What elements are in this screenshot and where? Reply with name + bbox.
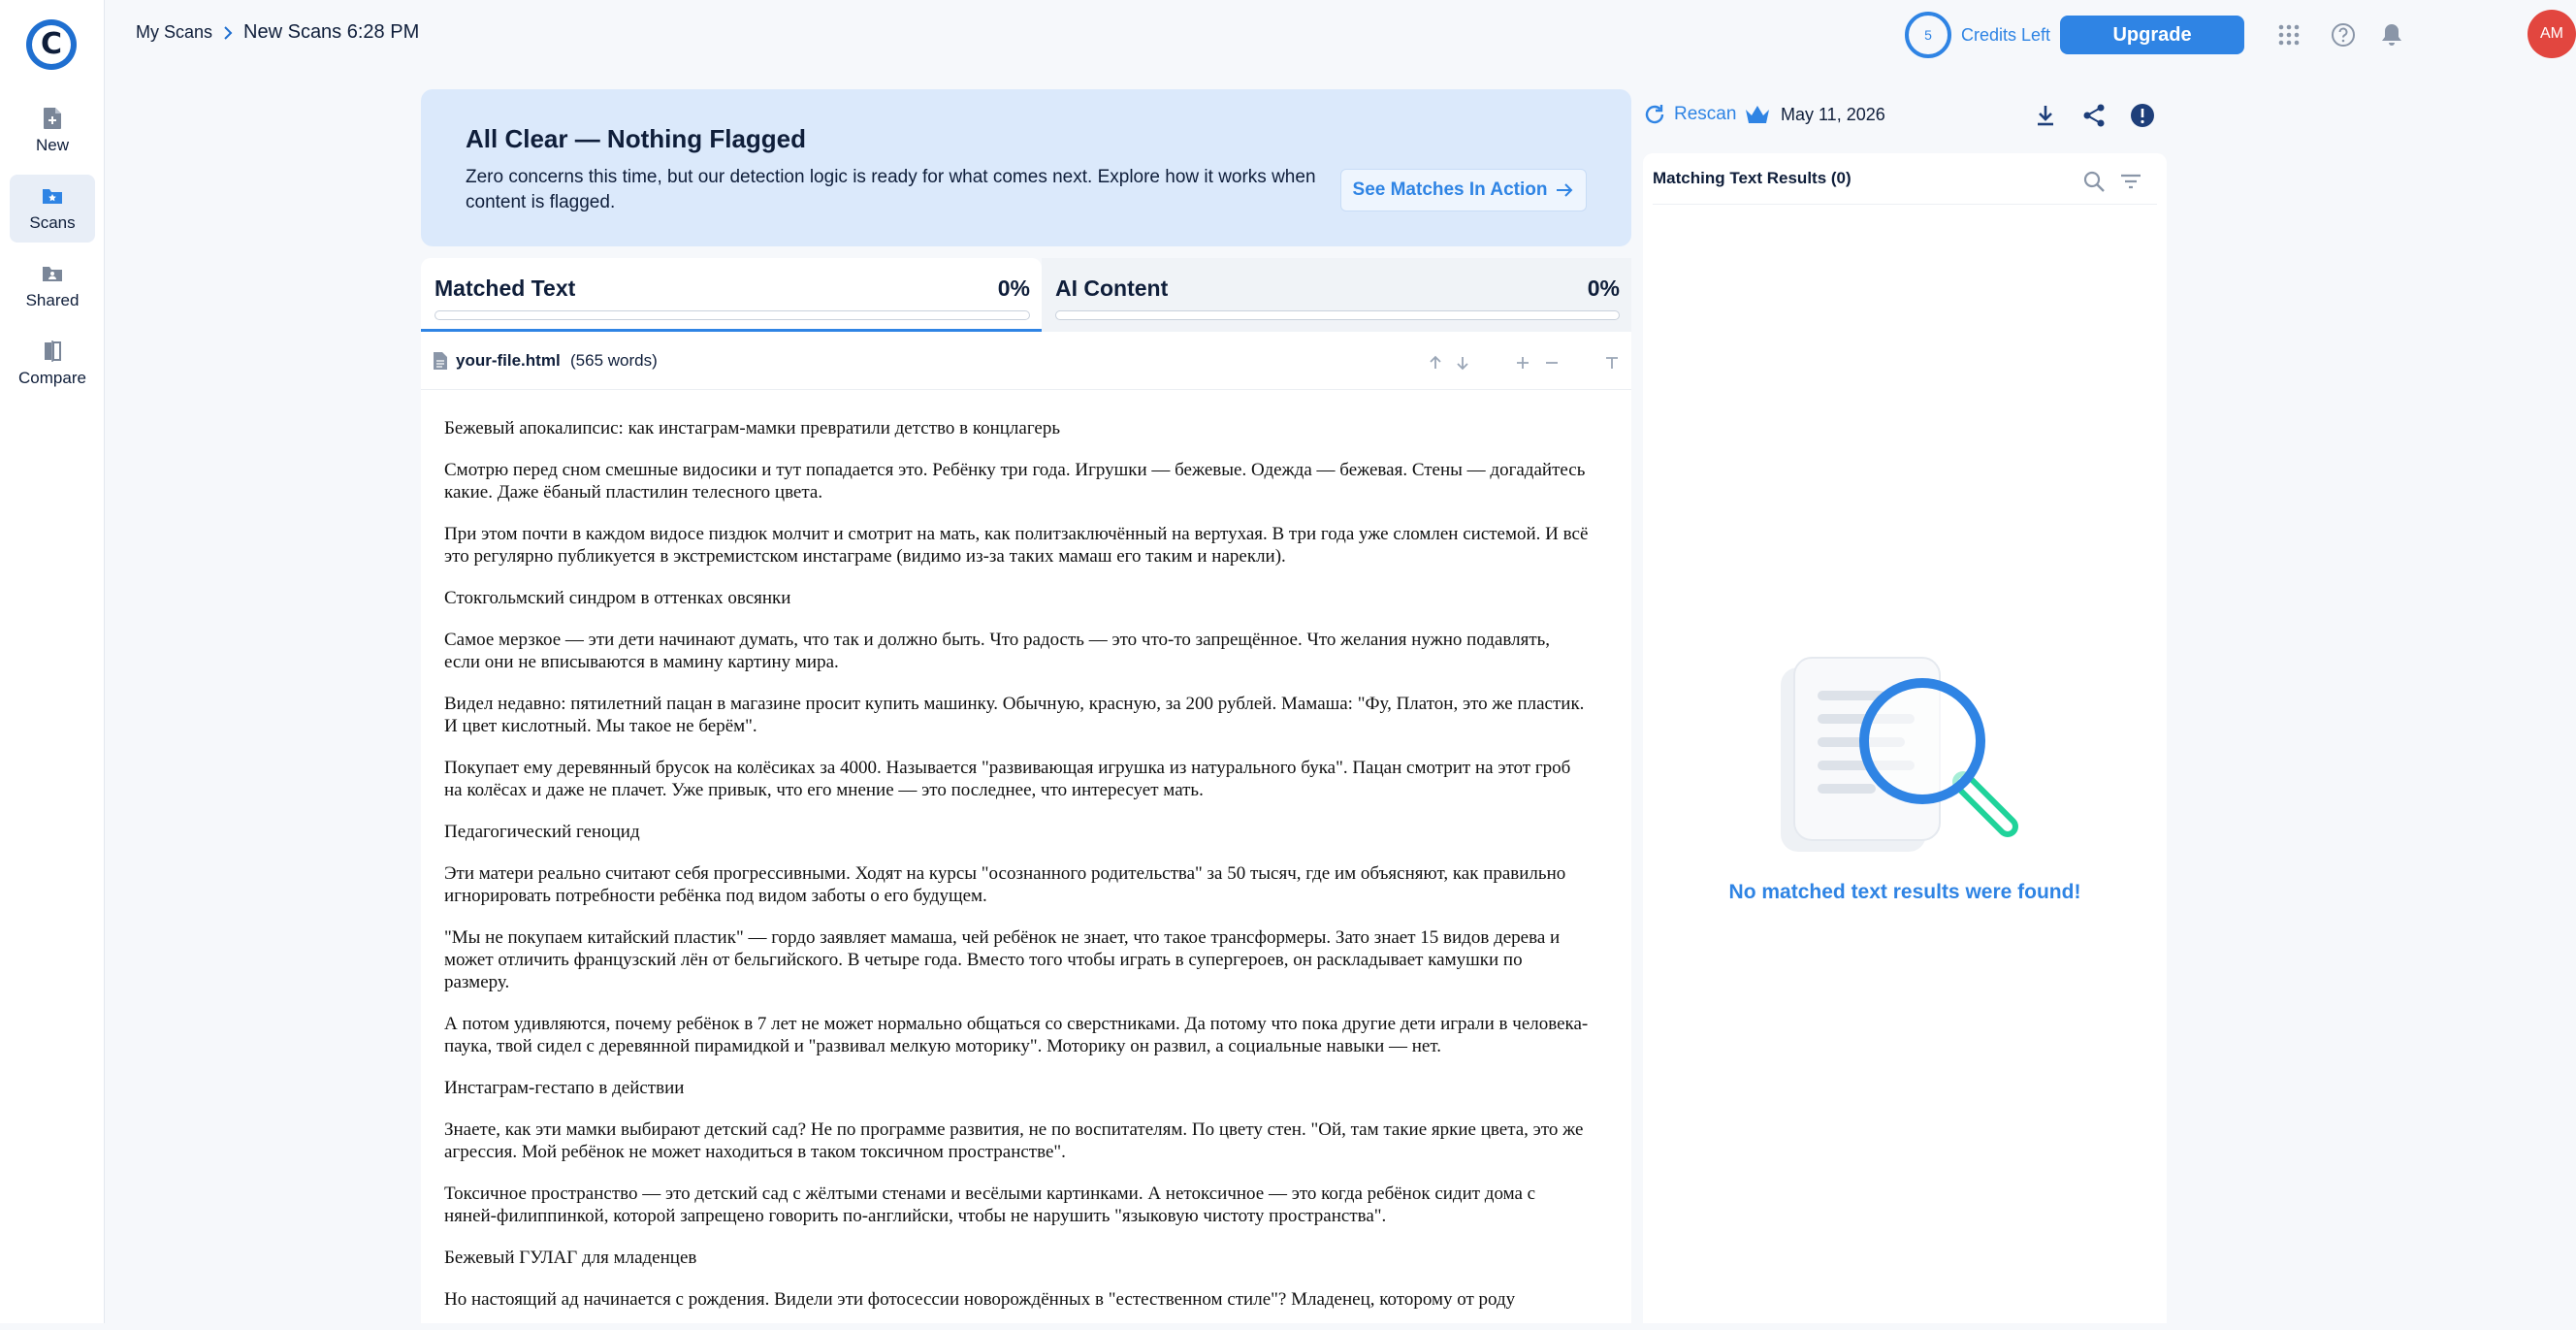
doc-paragraph: Эти матери реально считают себя прогрессивными. Ходят на курсы "осознанного родительства" за 50 тысяч, где им объясняют, как правильно игнорировать потребности ребёнка под видом заботы о его будущем.	[444, 863, 1566, 906]
doc-paragraph: При этом почти в каждом видосе пиздюк молчит и смотрит на мать, как политзаключённый на вертухая. В три года уже сломлен системой. И всё это регулярно публикуется в экстремистском инстаграме (видимо из-за таких мамаш его таким и нарекли).	[444, 524, 1589, 567]
doc-paragraph: Самое мерзкое — эти дети начинают думать, что так и должно быть. Что радость — это что-то запрещённое. Что желания нужно подавлять, если они не вписываются в мамину картину мира.	[444, 630, 1551, 672]
tab-label: Matched Text	[435, 276, 576, 301]
doc-paragraph: Знаете, как эти мамки выбирают детский сад? Не по программе развития, не по воспитателям. По цвету стен. "Ой, там такие яркие цвета, это же агрессия. Мой ребёнок не может находиться в таком токсичном пространстве".	[444, 1119, 1584, 1162]
logo-letter: C	[40, 27, 63, 61]
breadcrumb-my-scans[interactable]: My Scans	[136, 22, 213, 42]
banner-text: Zero concerns this time, but our detection logic is ready for what comes next. Explore how it works when content is flagged.	[466, 167, 1316, 212]
document-toolbar	[421, 332, 1631, 390]
doc-paragraph: Токсичное пространство — это детский сад с жёлтыми стенами и весёлыми картинками. А нетоксичное — это когда ребёнок сидит дома с няней-филиппинкой, которой запрещено говорить по-английски, чтобы не нарушить "языковую чистоту пространства".	[444, 1184, 1536, 1226]
document-panel	[421, 332, 1631, 1323]
banner-title: All Clear — Nothing Flagged	[466, 124, 807, 153]
doc-paragraph: Педагогический геноцид	[444, 822, 640, 842]
tab-ai-content[interactable]	[1042, 258, 1631, 332]
doc-paragraph: Бежевый ГУЛАГ для младенцев	[444, 1248, 697, 1268]
rescan-button[interactable]	[1643, 103, 1771, 126]
sidebar-item-label: Scans	[29, 213, 76, 232]
bell-icon[interactable]	[2378, 21, 2405, 49]
credits-indicator[interactable]	[1905, 12, 2050, 58]
document-text	[444, 417, 1589, 1330]
doc-paragraph: Видел недавно: пятилетний пацан в магазине просит купить машинку. Обычную, красную, за 200 рублей. Мамаша: "Фу, Платон, это же пластик. И цвет кислотный. Мы такое не берём".	[444, 694, 1585, 736]
compare-icon	[42, 340, 63, 363]
doc-paragraph: Бежевый апокалипсис: как инстаграм-мамки превратили детство в концлагерь	[444, 418, 1060, 438]
sidebar-item-label: Shared	[25, 291, 80, 309]
filter-icon[interactable]	[2118, 169, 2143, 194]
file-icon	[433, 351, 448, 371]
apps-grid-icon[interactable]	[2275, 21, 2302, 49]
breadcrumb	[136, 21, 419, 44]
avatar[interactable]	[2528, 10, 2576, 58]
help-icon[interactable]	[2330, 21, 2357, 49]
scan-date: May 11, 2026	[1781, 105, 1885, 124]
results-title: Matching Text Results (0)	[1653, 169, 1852, 187]
info-alert-icon[interactable]	[2128, 101, 2157, 130]
doc-paragraph: Смотрю перед сном смешные видосики и тут попадается это. Ребёнку три года. Игрушки — бежевые. Одежда — бежевая. Стены — догадайтесь какие. Даже ёбаный пластилин телесного цвета.	[444, 460, 1586, 503]
top-bar	[105, 0, 2563, 70]
rescan-label: Rescan	[1674, 104, 1737, 124]
zoom-in-icon[interactable]	[1513, 353, 1532, 373]
results-header	[1643, 97, 2153, 136]
zoom-out-icon[interactable]	[1542, 353, 1562, 373]
avatar-initials: AM	[2540, 25, 2563, 42]
doc-paragraph: А потом удивляются, почему ребёнок в 7 лет не может нормально общаться со сверстниками. Да потому что пока другие дети играли в человека-паука, твой сидел с деревянной пирамидкой и "развивал мелкую моторику". Моторику он развил, а социальные навыки — нет.	[444, 1014, 1589, 1056]
file-name: your-file.html	[456, 351, 561, 370]
refresh-icon	[1643, 103, 1666, 126]
see-matches-button[interactable]	[1340, 169, 1587, 211]
sidebar-item-scans[interactable]	[10, 175, 95, 243]
sidebar-item-label: Compare	[18, 369, 86, 387]
sidebar-item-label: New	[35, 136, 69, 154]
search-icon[interactable]	[2081, 169, 2107, 194]
sidebar-item-new[interactable]	[10, 97, 95, 165]
doc-paragraph: "Мы не покупаем китайский пластик" — гордо заявляет мамаша, чей ребёнок не знает, что такое трансформеры. Зато знает 15 видов дерева и может отличить французский лён от бельгийского. В четыре года. Вместо того чтобы играть в супергероев, он раскладывает камушки по размеру.	[444, 927, 1561, 992]
shared-folder-icon	[42, 262, 63, 285]
sidebar	[0, 0, 105, 1323]
download-icon[interactable]	[2031, 101, 2060, 130]
text-format-icon[interactable]	[1602, 353, 1622, 373]
progress-bar	[435, 310, 1030, 320]
progress-bar	[1055, 310, 1620, 320]
credits-ring	[1905, 12, 1951, 58]
arrow-down-icon[interactable]	[1453, 353, 1472, 373]
no-results-illustration-icon	[1781, 658, 2029, 871]
credits-count: 5	[1924, 27, 1932, 43]
new-file-icon	[42, 107, 63, 130]
matching-results-panel	[1643, 153, 2167, 1323]
doc-paragraph: Инстаграм-гестапо в действии	[444, 1078, 685, 1098]
scans-folder-icon	[42, 184, 63, 208]
share-icon[interactable]	[2079, 101, 2109, 130]
app-logo[interactable]	[26, 19, 77, 70]
arrow-right-icon	[1555, 182, 1574, 198]
all-clear-banner	[421, 89, 1631, 246]
see-matches-label: See Matches In Action	[1352, 179, 1548, 200]
breadcrumb-current: New Scans 6:28 PM	[243, 21, 420, 43]
divider	[1653, 204, 2157, 205]
tab-matched-text[interactable]	[421, 258, 1042, 332]
chevron-right-icon	[222, 25, 234, 41]
tab-percent: 0%	[997, 276, 1030, 301]
credits-label: Credits Left	[1961, 24, 2051, 45]
arrow-up-icon[interactable]	[1426, 353, 1445, 373]
crown-icon	[1744, 104, 1771, 125]
tab-label: AI Content	[1055, 276, 1169, 301]
upgrade-button[interactable]: Upgrade	[2060, 16, 2244, 54]
empty-message: No matched text results were found!	[1728, 881, 2081, 903]
sidebar-item-shared[interactable]	[10, 252, 95, 320]
word-count: (565 words)	[570, 351, 658, 370]
doc-paragraph: Но настоящий ад начинается с рождения. Видели эти фотосессии новорождённых в "естественном стиле"? Младенец, которому от роду	[444, 1289, 1516, 1310]
doc-paragraph: Стокгольмский синдром в оттенках овсянки	[444, 588, 791, 608]
sidebar-item-compare[interactable]	[10, 330, 95, 398]
tab-percent: 0%	[1587, 276, 1620, 301]
doc-paragraph: Покупает ему деревянный брусок на колёсиках за 4000. Называется "развивающая игрушка из натурального бука". Пацан смотрит на этот гроб на колёсах и даже не плачет. Уже привык, что его мнение — это последнее, что интересует мать.	[444, 758, 1571, 800]
